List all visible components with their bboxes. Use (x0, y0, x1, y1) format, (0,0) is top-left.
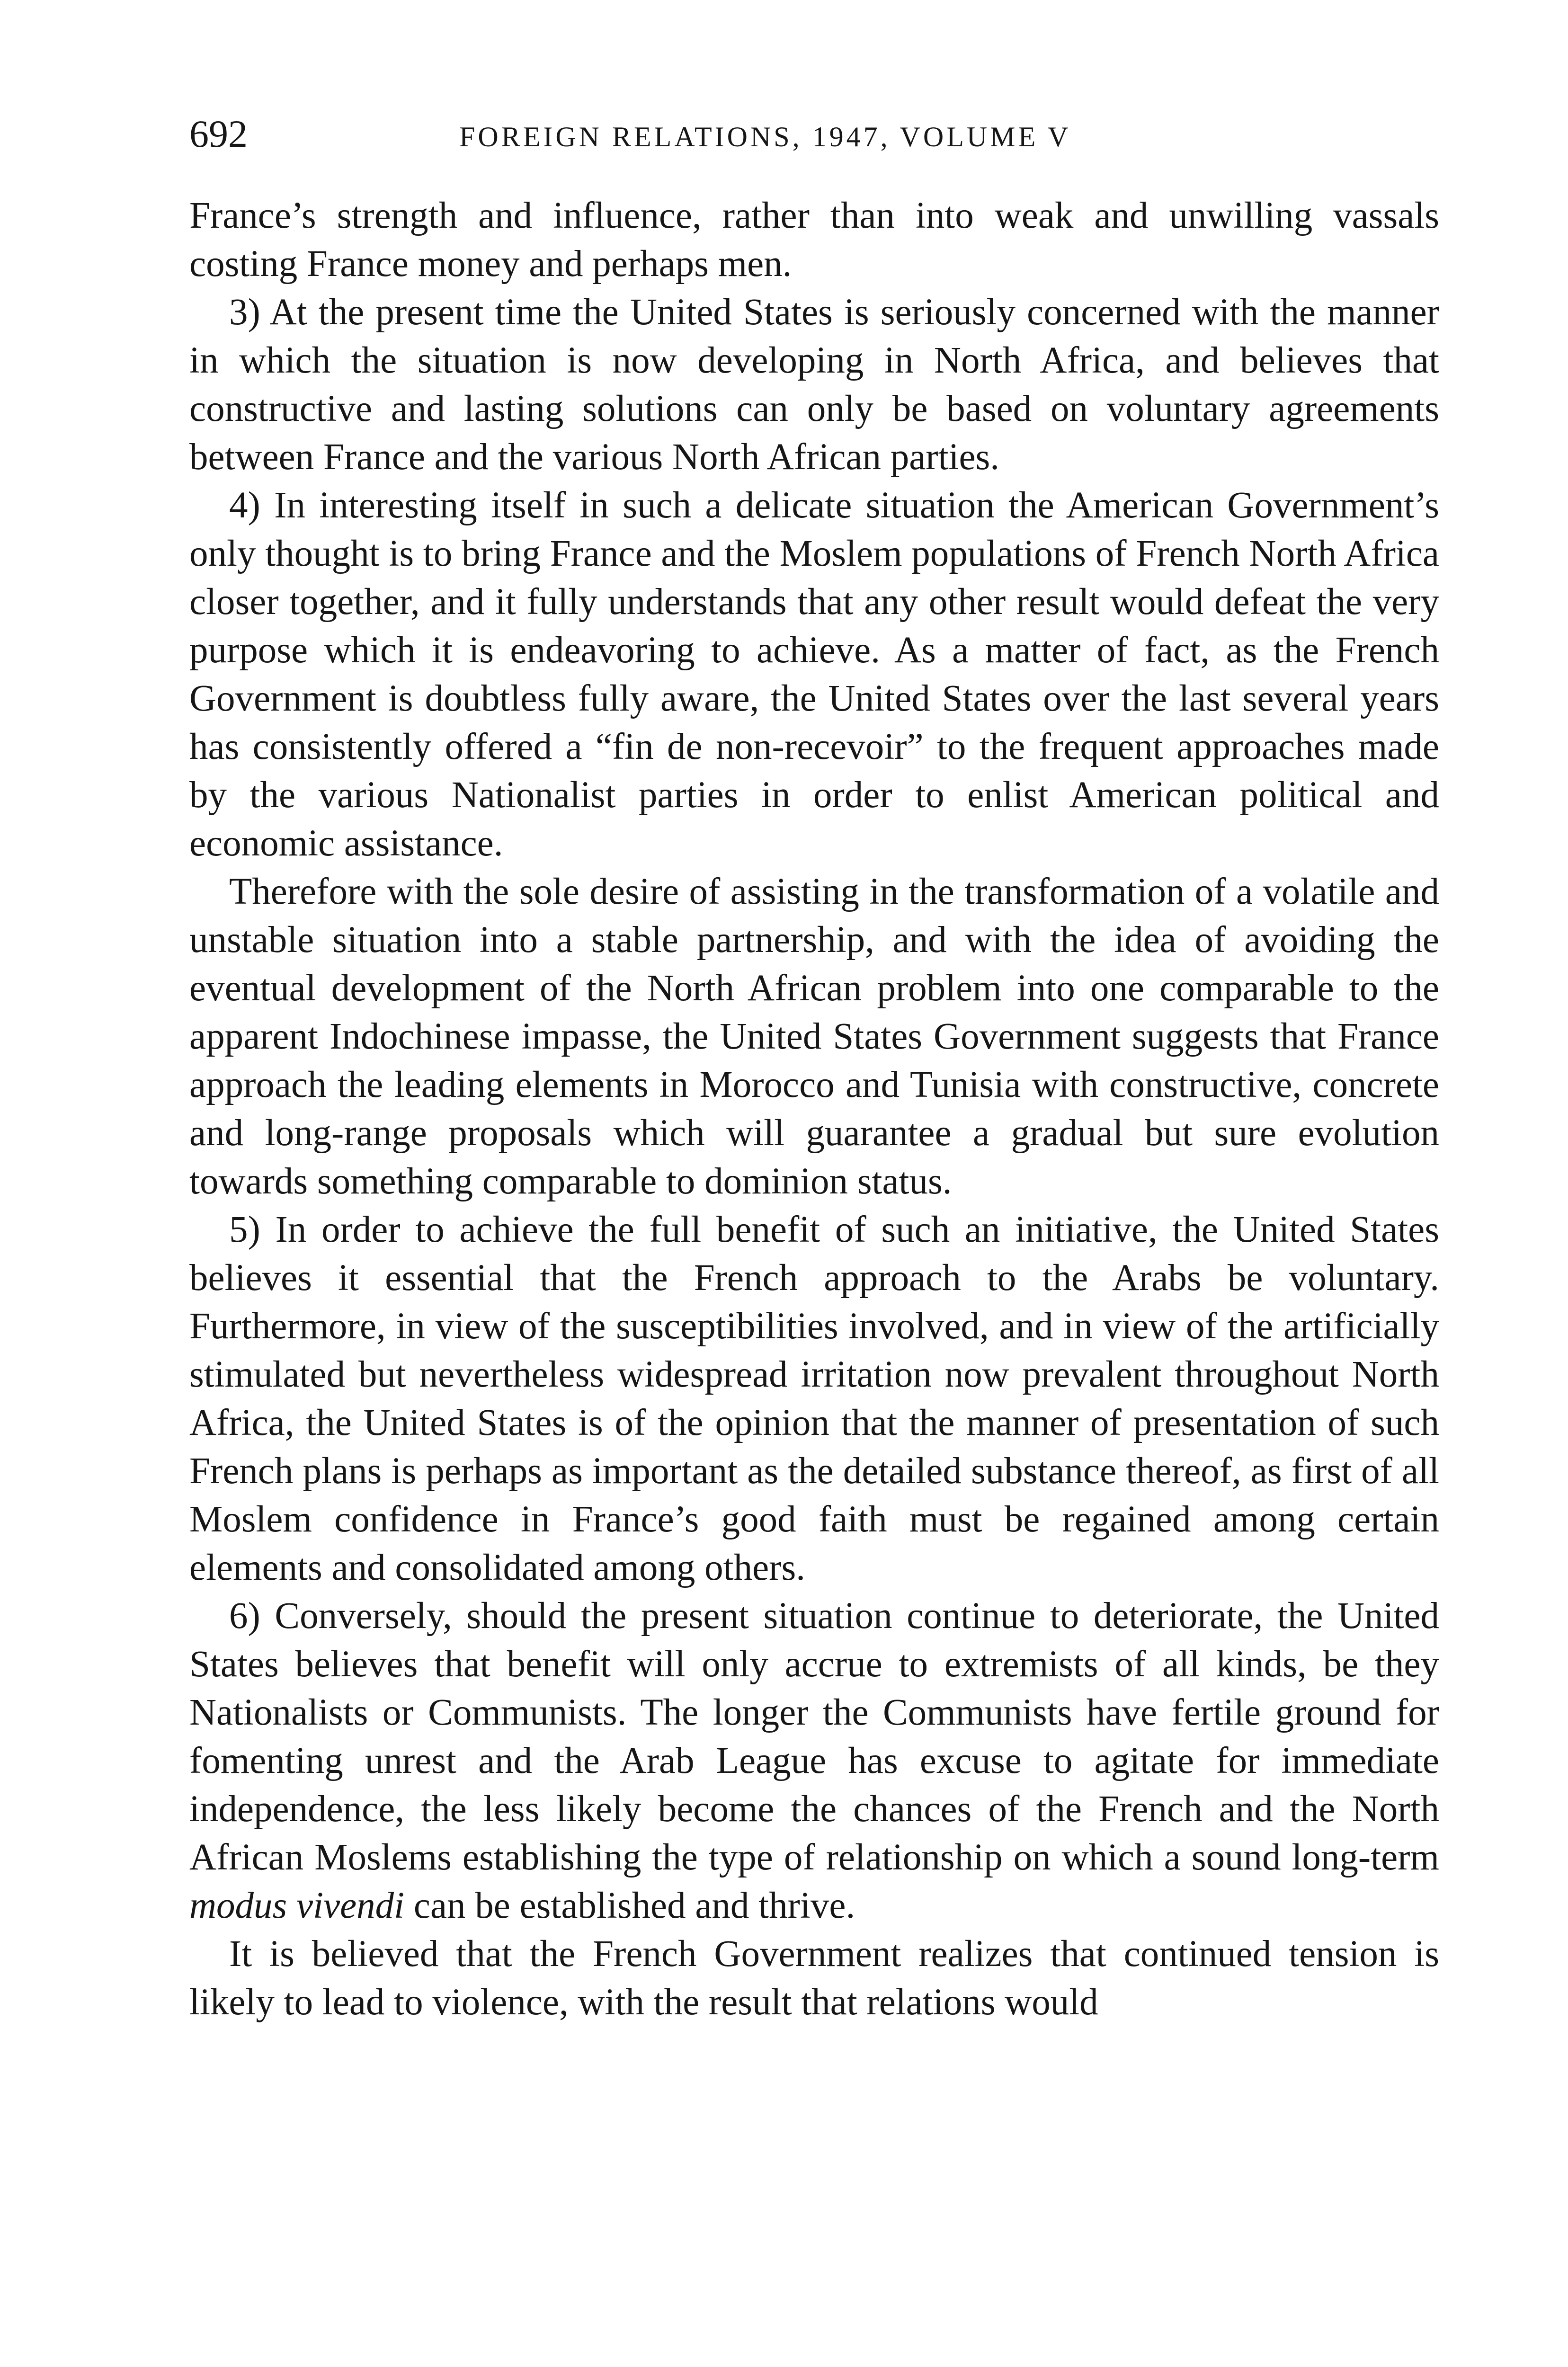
paragraph-conclusion: It is believed that the French Government realizes that continued tension is likely to lead to violence, with the result that relations would (189, 1933, 1439, 2023)
page-number: 692 (189, 112, 248, 155)
paragraph-continuation: France’s strength and influence, rather than into weak and unwilling vassals costing France money and perhaps men. (189, 195, 1439, 285)
paragraph-6-italic-phrase: modus vivendi (189, 1885, 405, 1926)
paragraph-6-text-before: 6) Conversely, should the present situation continue to deteriorate, the United States believes that benefit will only accrue to extremists of all kinds, be they Nationalists or Communists. The longer the Communists have fertile ground for fomenting unrest and the Arab League has excuse to agitate for immediate independence, the less likely become the chances of the French and the North African Moslems establishing the type of relationship on which a sound long-term (189, 1595, 1439, 1878)
paragraph-therefore: Therefore with the sole desire of assisting in the transformation of a volatile and unstable situation into a stable partnership, and with the idea of avoiding the eventual development of the North African problem into one comparable to the apparent Indochinese impasse, the United States Government suggests that France approach the leading elements in Morocco and Tunisia with constructive, concrete and long-range proposals which will guarantee a gradual but sure evolution towards something comparable to dominion status. (189, 871, 1439, 1202)
page-header (189, 108, 1439, 160)
paragraph-5: 5) In order to achieve the full benefit of such an initiative, the United States believes it essential that the French approach to the Arabs be voluntary. Furthermore, in view of the susceptibilities involved, and in view of the artificially stimulated but nevertheless widespread irritation now prevalent throughout North Africa, the United States is of the opinion that the manner of presentation of such French plans is perhaps as important as the detailed substance thereof, as first of all Moslem confidence in France’s good faith must be regained among certain elements and consolidated among others. (189, 1209, 1439, 1588)
paragraph-4: 4) In interesting itself in such a delicate situation the American Government’s only thought is to bring France and the Moslem populations of French North Africa closer together, and it fully understands that any other result would defeat the very purpose which it is endeavoring to achieve. As a matter of fact, as the French Government is doubtless fully aware, the United States over the last several years has consistently offered a “fin de non-recevoir” to the frequent approaches made by the various Nationalist parties in order to enlist American political and economic assistance. (189, 485, 1439, 864)
paragraph-3: 3) At the present time the United States is seriously concerned with the manner in which the situation is now developing in North Africa, and believes that constructive and lasting solutions can only be based on voluntary agreements between France and the various North African parties. (189, 292, 1439, 478)
paragraph-6 (189, 1592, 1439, 1930)
paragraph-6-text-after: can be established and thrive. (404, 1885, 855, 1926)
body-text (189, 192, 1439, 2027)
running-head: FOREIGN RELATIONS, 1947, VOLUME V (459, 121, 1071, 152)
